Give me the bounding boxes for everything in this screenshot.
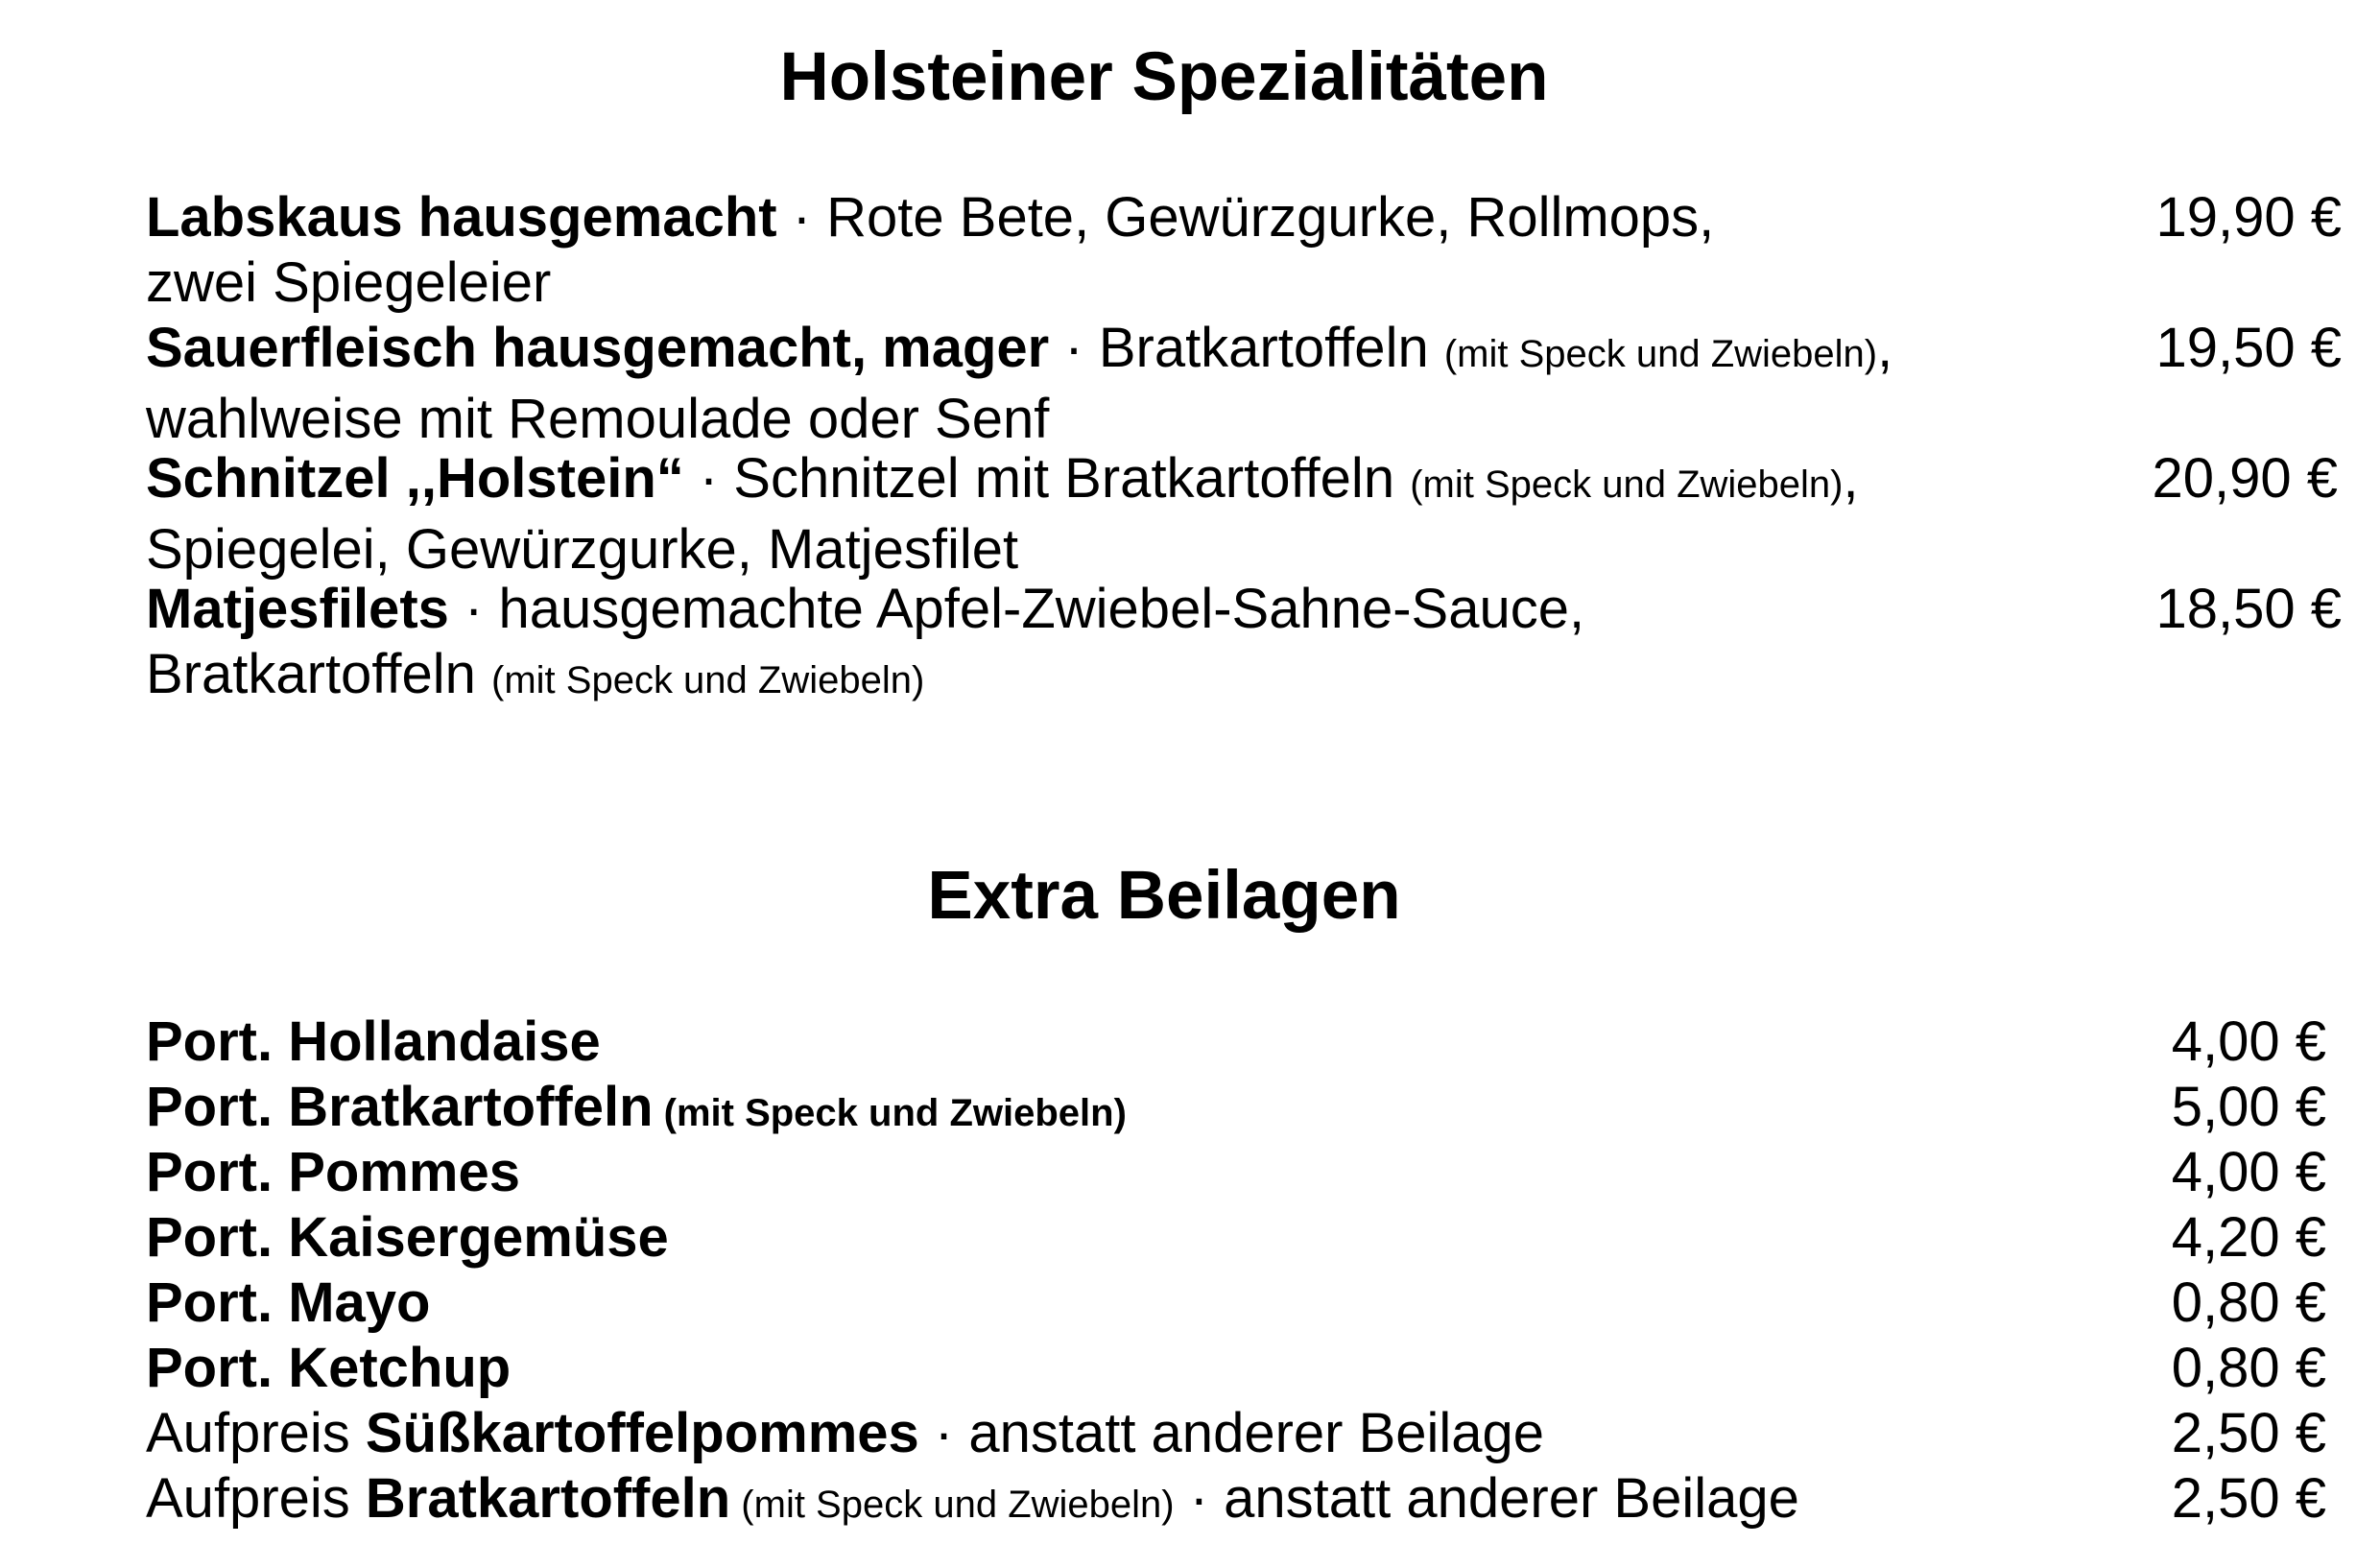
side-price: 4,20 € — [2171, 1206, 2326, 1269]
side-name: Süßkartoffelpommes — [365, 1402, 919, 1464]
separator: · — [1049, 317, 1099, 379]
side-name: Port. Kaisergemüse — [146, 1206, 669, 1269]
dish-description: Schnitzel mit Bratkartoffeln — [733, 447, 1411, 510]
side-prefix: Aufpreis — [146, 1467, 366, 1530]
side-suffix: · anstatt anderer Beilage — [1174, 1467, 1799, 1530]
dish-price: 20,90 € — [2152, 447, 2338, 510]
side-item — [146, 1205, 2326, 1271]
menu-item — [146, 316, 2342, 452]
dish-note: (mit Speck und Zwiebeln) — [1410, 463, 1844, 506]
side-name: Bratkartoffeln — [365, 1467, 731, 1530]
dish-note: (mit Speck und Zwiebeln) — [491, 659, 925, 701]
side-price: 4,00 € — [2171, 1010, 2326, 1073]
side-price: 4,00 € — [2171, 1141, 2326, 1203]
side-item — [146, 1271, 2326, 1336]
dish-description-line-2: wahlweise mit Remoulade oder Senf — [146, 388, 1050, 450]
dish-name: Labskaus hausgemacht — [146, 186, 777, 249]
side-name: Port. Ketchup — [146, 1337, 512, 1399]
side-name: Port. Bratkartoffeln — [146, 1076, 654, 1138]
side-name: Port. Pommes — [146, 1141, 520, 1203]
dish-description-line-2: Bratkartoffeln — [146, 643, 492, 705]
side-item — [146, 1010, 2326, 1075]
section-title-specialties: Holsteiner Spezialitäten — [779, 39, 1549, 115]
menu-item — [146, 185, 2342, 316]
separator: · — [683, 447, 734, 510]
dish-description-line-2: Spiegelei, Gewürzgurke, Matjesfilet — [146, 518, 1019, 581]
menu-item — [146, 577, 2342, 713]
side-item — [146, 1140, 2326, 1205]
separator: · — [448, 578, 499, 640]
dish-name: Schnitzel ,,Holstein“ — [146, 447, 684, 510]
side-price: 0,80 € — [2171, 1337, 2326, 1399]
side-note: (mit Speck und Zwiebeln) — [730, 1484, 1175, 1526]
side-item — [146, 1401, 2326, 1466]
dish-description: Bratkartoffeln — [1098, 317, 1444, 379]
side-note: (mit Speck und Zwiebeln) — [653, 1092, 1127, 1134]
dish-note: (mit Speck und Zwiebeln) — [1443, 333, 1878, 375]
dish-price: 19,50 € — [2155, 317, 2342, 379]
side-item — [146, 1466, 2326, 1532]
dish-description: Rote Bete, Gewürzgurke, Rollmops, — [826, 186, 1715, 249]
dish-description-after: , — [1843, 447, 1859, 510]
side-prefix: Aufpreis — [146, 1402, 366, 1464]
side-name: Port. Hollandaise — [146, 1010, 601, 1073]
side-item — [146, 1075, 2326, 1140]
dish-price: 18,50 € — [2155, 578, 2342, 640]
dish-description-after: , — [1877, 317, 1893, 379]
side-price: 2,50 € — [2171, 1402, 2326, 1464]
side-price: 0,80 € — [2171, 1271, 2326, 1334]
dish-price: 19,90 € — [2155, 186, 2342, 249]
side-price: 2,50 € — [2171, 1467, 2326, 1530]
dish-name: Matjesfilets — [146, 578, 449, 640]
dish-name: Sauerfleisch hausgemacht, mager — [146, 317, 1050, 379]
side-name: Port. Mayo — [146, 1271, 431, 1334]
separator: · — [776, 186, 827, 249]
menu-item — [146, 446, 2338, 582]
side-item — [146, 1336, 2326, 1401]
dish-description: hausgemachte Apfel-Zwiebel-Sahne-Sauce, — [498, 578, 1585, 640]
side-suffix: · anstatt anderer Beilage — [918, 1402, 1545, 1464]
side-price: 5,00 € — [2171, 1076, 2326, 1138]
section-title-sides: Extra Beilagen — [927, 858, 1401, 934]
dish-description-line-2: zwei Spiegeleier — [146, 251, 552, 314]
